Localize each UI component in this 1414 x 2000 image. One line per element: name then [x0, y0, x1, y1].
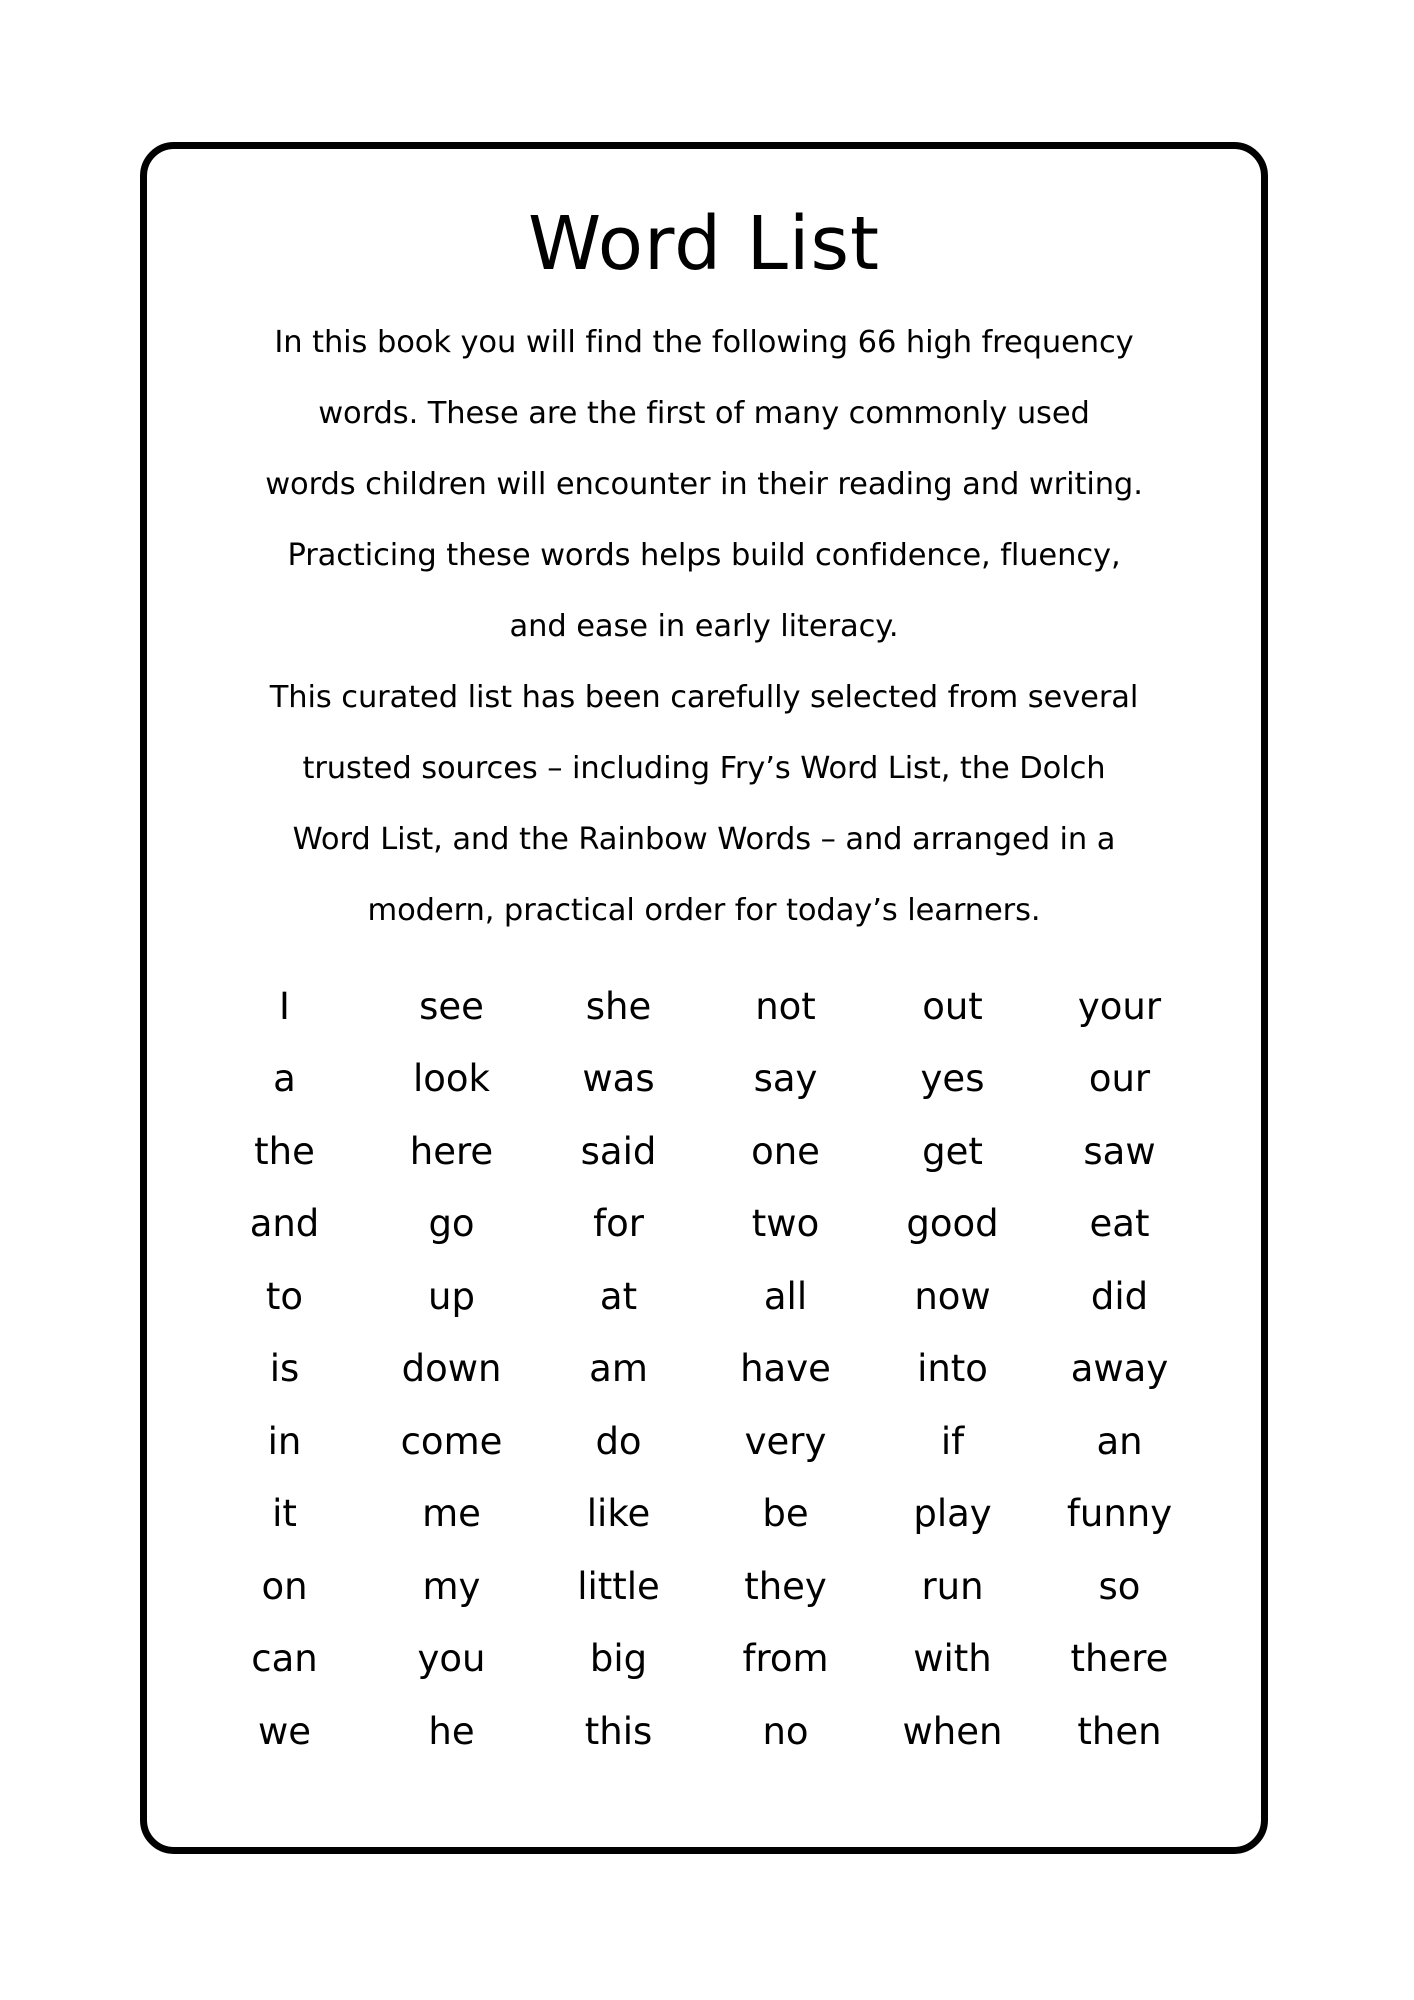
- word-cell: my: [422, 1564, 481, 1608]
- word-cell: for: [593, 1202, 644, 1246]
- word-cell: away: [1070, 1347, 1169, 1391]
- word-grid: [181, 970, 1227, 1768]
- word-cell: I: [279, 984, 290, 1028]
- word-cell: yes: [920, 1057, 985, 1101]
- word-cell: with: [913, 1637, 992, 1681]
- word-cell: am: [589, 1347, 648, 1391]
- word-cell: so: [1098, 1564, 1141, 1608]
- word-cell: up: [428, 1274, 475, 1318]
- word-cell: eat: [1089, 1202, 1150, 1246]
- word-cell: say: [753, 1057, 818, 1101]
- word-cell: down: [401, 1347, 502, 1391]
- word-cell: me: [422, 1492, 481, 1536]
- word-cell: good: [906, 1202, 999, 1246]
- word-cell: not: [755, 984, 816, 1028]
- word-cell: little: [577, 1564, 660, 1608]
- intro-line: modern, practical order for today’s learners.: [367, 893, 1041, 928]
- word-cell: and: [249, 1202, 320, 1246]
- word-cell: all: [763, 1274, 808, 1318]
- word-cell: go: [428, 1202, 475, 1246]
- intro-paragraph: [181, 307, 1227, 946]
- intro-line: This curated list has been carefully selected from several: [269, 680, 1139, 715]
- word-cell: play: [913, 1492, 992, 1536]
- word-cell: it: [272, 1492, 297, 1536]
- word-cell: into: [917, 1347, 988, 1391]
- word-cell: your: [1077, 984, 1162, 1028]
- word-cell: when: [902, 1709, 1003, 1753]
- word-cell: look: [413, 1057, 490, 1101]
- word-cell: run: [921, 1564, 984, 1608]
- word-cell: two: [751, 1202, 820, 1246]
- word-cell: to: [265, 1274, 304, 1318]
- word-cell: can: [251, 1637, 318, 1681]
- word-cell: like: [586, 1492, 651, 1536]
- intro-line: In this book you will find the following 66 high frequency: [274, 325, 1134, 360]
- word-cell: from: [742, 1637, 829, 1681]
- word-cell: is: [269, 1347, 300, 1391]
- word-cell: very: [744, 1419, 827, 1463]
- word-cell: she: [585, 984, 652, 1028]
- word-cell: one: [751, 1129, 820, 1173]
- word-cell: said: [580, 1129, 657, 1173]
- word-cell: you: [417, 1637, 486, 1681]
- word-cell: saw: [1083, 1129, 1156, 1173]
- intro-line: trusted sources – including Fry’s Word List, the Dolch: [302, 751, 1106, 786]
- intro-line: words children will encounter in their reading and writing.: [265, 467, 1143, 502]
- word-cell: funny: [1066, 1492, 1173, 1536]
- word-cell: did: [1090, 1274, 1149, 1318]
- word-cell: an: [1096, 1419, 1143, 1463]
- word-cell: was: [582, 1057, 655, 1101]
- word-cell: the: [254, 1129, 315, 1173]
- word-cell: at: [599, 1274, 638, 1318]
- word-cell: then: [1077, 1709, 1162, 1753]
- intro-line: Word List, and the Rainbow Words – and arranged in a: [292, 822, 1116, 857]
- word-cell: we: [257, 1709, 312, 1753]
- word-cell: on: [261, 1564, 308, 1608]
- word-cell: now: [914, 1274, 991, 1318]
- word-cell: there: [1070, 1637, 1169, 1681]
- word-cell: this: [584, 1709, 653, 1753]
- word-cell: be: [762, 1492, 809, 1536]
- word-cell: in: [267, 1419, 302, 1463]
- word-cell: come: [400, 1419, 503, 1463]
- word-cell: see: [419, 984, 484, 1028]
- content-frame-border: [140, 142, 1268, 1854]
- word-cell: he: [428, 1709, 475, 1753]
- page-title: Word List: [527, 201, 881, 287]
- word-cell: here: [409, 1129, 494, 1173]
- intro-line: Practicing these words helps build confidence, fluency,: [287, 538, 1121, 573]
- word-cell: if: [940, 1419, 965, 1463]
- word-cell: big: [589, 1637, 648, 1681]
- word-cell: a: [273, 1057, 296, 1101]
- word-cell: out: [922, 984, 983, 1028]
- word-cell: get: [922, 1129, 983, 1173]
- intro-line: words. These are the first of many commonly used: [318, 396, 1090, 431]
- word-cell: no: [762, 1709, 809, 1753]
- word-cell: they: [744, 1564, 827, 1608]
- word-cell: have: [740, 1347, 831, 1391]
- content-frame-inner: [147, 149, 1261, 1847]
- word-cell: do: [595, 1419, 642, 1463]
- word-cell: our: [1088, 1057, 1151, 1101]
- intro-line: and ease in early literacy.: [509, 609, 899, 644]
